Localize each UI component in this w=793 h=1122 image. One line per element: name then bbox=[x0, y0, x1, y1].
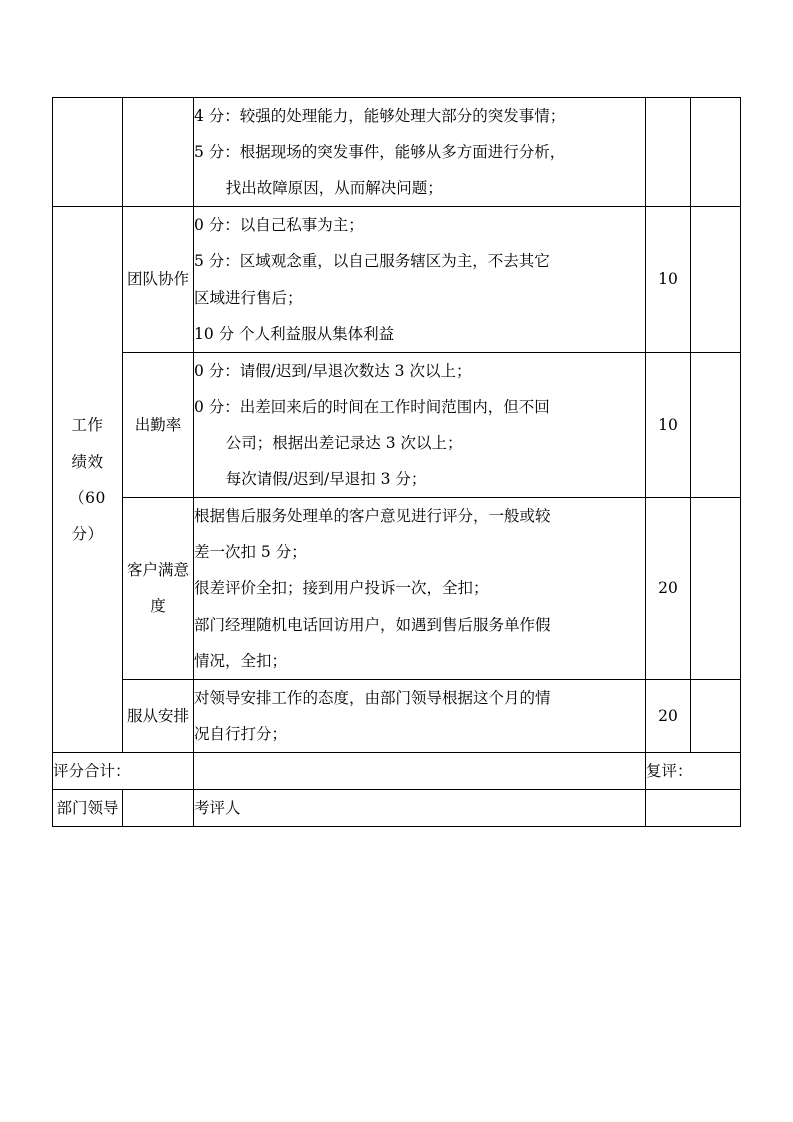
score-cell-customer-satisfaction: 20 bbox=[646, 498, 691, 680]
criteria-line: 很差评价全扣；接到用户投诉一次，全扣； bbox=[194, 579, 489, 598]
evaluator-signature[interactable] bbox=[646, 790, 741, 827]
item-cell-customer-satisfaction: 客户满意度 bbox=[123, 498, 194, 680]
category-label-line1: 工作 bbox=[71, 416, 104, 435]
item-cell-teamwork: 团队协作 bbox=[123, 207, 194, 352]
result-cell-teamwork[interactable] bbox=[691, 207, 741, 352]
table-row-signature bbox=[53, 790, 741, 827]
criteria-cell-customer-satisfaction bbox=[194, 498, 646, 680]
criteria-line: 根据售后服务处理单的客户意见进行评分，一般或较 bbox=[194, 507, 551, 526]
result-cell-customer-satisfaction[interactable] bbox=[691, 498, 741, 680]
table-row bbox=[53, 679, 741, 752]
criteria-cell-row1 bbox=[194, 98, 646, 207]
criteria-line: 每次请假/迟到/早退扣 3 分； bbox=[225, 470, 427, 489]
category-cell-work-performance bbox=[53, 207, 123, 753]
criteria-line: 对领导安排工作的态度，由部门领导根据这个月的情 bbox=[194, 688, 551, 707]
result-cell-attendance[interactable] bbox=[691, 352, 741, 497]
table-row bbox=[53, 98, 741, 207]
criteria-line: 5 分：根据现场的突发事件，能够从多方面进行分析， bbox=[194, 143, 566, 162]
criteria-line: 0 分：出差回来后的时间在工作时间范围内，但不回 bbox=[194, 397, 550, 416]
criteria-line: 部门经理随机电话回访用户，如遇到售后服务单作假 bbox=[194, 615, 551, 634]
category-cell-row1 bbox=[53, 98, 123, 207]
criteria-cell-teamwork bbox=[194, 207, 646, 352]
result-cell-row1[interactable] bbox=[691, 98, 741, 207]
result-cell-obedience[interactable] bbox=[691, 679, 741, 752]
score-cell-teamwork: 10 bbox=[646, 207, 691, 352]
table-row bbox=[53, 352, 741, 497]
dept-leader-signature[interactable] bbox=[123, 790, 194, 827]
evaluator-label: 考评人 bbox=[194, 790, 646, 827]
criteria-line: 况自行打分； bbox=[194, 724, 288, 743]
criteria-cell-attendance bbox=[194, 352, 646, 497]
total-score-value[interactable] bbox=[194, 752, 646, 789]
table-row bbox=[53, 207, 741, 352]
score-cell-row1 bbox=[646, 98, 691, 207]
score-cell-obedience: 20 bbox=[646, 679, 691, 752]
criteria-line: 公司；根据出差记录达 3 次以上； bbox=[225, 433, 463, 452]
category-label-line2: 绩效 bbox=[71, 452, 104, 471]
criteria-line: 5 分：区域观念重，以自己服务辖区为主，不去其它 bbox=[194, 252, 550, 271]
evaluation-table bbox=[52, 97, 741, 827]
criteria-line: 情况，全扣； bbox=[194, 651, 288, 670]
category-label-line3: （60 bbox=[69, 488, 106, 507]
item-cell-row1 bbox=[123, 98, 194, 207]
total-score-label: 评分合计： bbox=[53, 752, 194, 789]
criteria-line: 差一次扣 5 分； bbox=[194, 543, 307, 562]
item-cell-attendance: 出勤率 bbox=[123, 352, 194, 497]
item-cell-obedience: 服从安排 bbox=[123, 679, 194, 752]
table-row bbox=[53, 498, 741, 680]
criteria-line: 找出故障原因，从而解决问题； bbox=[225, 179, 443, 198]
review-label: 复评： bbox=[646, 752, 741, 789]
score-cell-attendance: 10 bbox=[646, 352, 691, 497]
criteria-line: 0 分：以自己私事为主； bbox=[194, 216, 364, 235]
criteria-line: 4 分：较强的处理能力，能够处理大部分的突发事情； bbox=[194, 107, 566, 125]
table-row-total bbox=[53, 752, 741, 789]
criteria-cell-obedience bbox=[194, 679, 646, 752]
category-label-line4: 分） bbox=[71, 524, 104, 543]
criteria-line: 10 分 个人利益服从集体利益 bbox=[194, 324, 395, 343]
criteria-line: 区域进行售后； bbox=[194, 288, 303, 307]
dept-leader-label: 部门领导 bbox=[53, 790, 123, 827]
criteria-line: 0 分：请假/迟到/早退次数达 3 次以上； bbox=[194, 361, 472, 380]
